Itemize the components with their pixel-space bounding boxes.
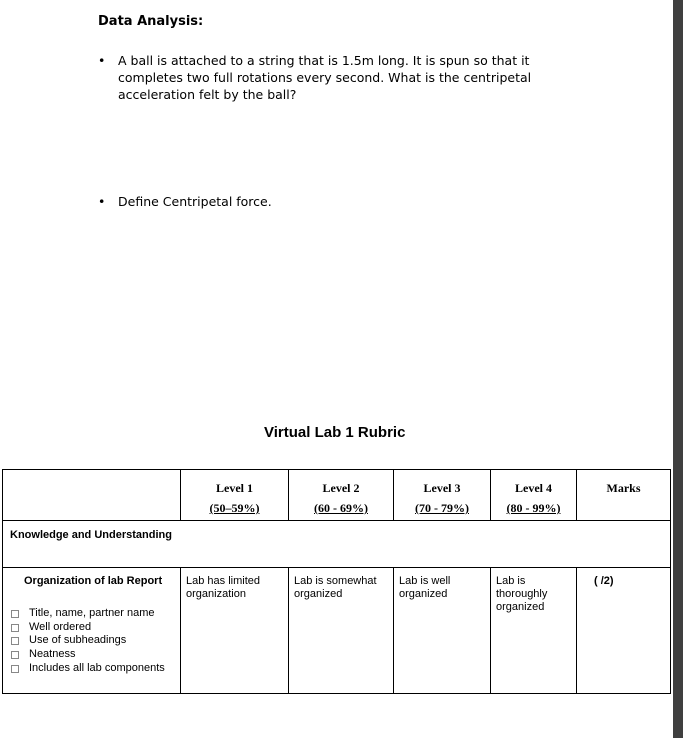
checklist-item-label: Includes all lab components (29, 661, 165, 674)
marks-header-label: Marks (606, 481, 641, 495)
criterion-row (3, 568, 671, 694)
section-label: Knowledge and Understanding (3, 521, 671, 568)
level-2-descriptor: Lab is somewhat organized (289, 568, 394, 694)
level-1-label: Level 1 (216, 481, 253, 495)
level-4-range: (80 - 99%) (506, 501, 561, 515)
marks-header (577, 470, 671, 521)
data-analysis-heading: Data Analysis: (98, 14, 204, 29)
checklist-item (11, 621, 180, 635)
question-2-text: Define Centripetal force. (118, 194, 272, 209)
level-3-label: Level 3 (423, 481, 461, 495)
rubric-title: Virtual Lab 1 Rubric (264, 424, 406, 441)
bullet-icon: • (98, 53, 106, 68)
criterion-name: Organization of lab Report (24, 575, 163, 587)
level-4-descriptor: Lab is thoroughly organized (491, 568, 577, 694)
checklist-item (11, 648, 180, 662)
checkbox-icon (11, 665, 19, 673)
level-2-label: Level 2 (322, 481, 360, 495)
question-1-text: A ball is attached to a string that is 1.5m long. It is spun so that it completes two full rotations every second. What is the centripetal acceleration felt by the ball? (118, 53, 532, 102)
level-2-header (289, 470, 394, 521)
criterion-checklist (3, 607, 180, 676)
rubric-corner-cell (3, 470, 181, 521)
level-1-header (181, 470, 289, 521)
checkbox-icon (11, 637, 19, 645)
bullet-icon: • (98, 194, 106, 209)
checklist-item-label: Use of subheadings (29, 634, 127, 647)
rubric-table (2, 469, 671, 694)
level-3-range: (70 - 79%) (415, 501, 469, 515)
criterion-cell (3, 568, 181, 694)
marks-value: ( /2) (577, 568, 671, 694)
level-1-range: (50–59%) (209, 501, 260, 515)
window-edge-bar (673, 0, 683, 738)
checklist-item (11, 634, 180, 648)
checklist-item (11, 607, 180, 621)
rubric-header-row (3, 470, 671, 521)
level-2-range: (60 - 69%) (314, 501, 368, 515)
checkbox-icon (11, 624, 19, 632)
checkbox-icon (11, 651, 19, 659)
level-3-header (394, 470, 491, 521)
level-1-descriptor: Lab has limited organization (181, 568, 289, 694)
level-3-descriptor: Lab is well organized (394, 568, 491, 694)
checkbox-icon (11, 610, 19, 618)
checklist-item-label: Neatness (29, 648, 76, 661)
section-row (3, 521, 671, 568)
checklist-item (11, 662, 180, 676)
level-4-header (491, 470, 577, 521)
checklist-item-label: Well ordered (29, 620, 92, 633)
level-4-label: Level 4 (515, 481, 552, 495)
checklist-item-label: Title, name, partner name (29, 607, 155, 619)
